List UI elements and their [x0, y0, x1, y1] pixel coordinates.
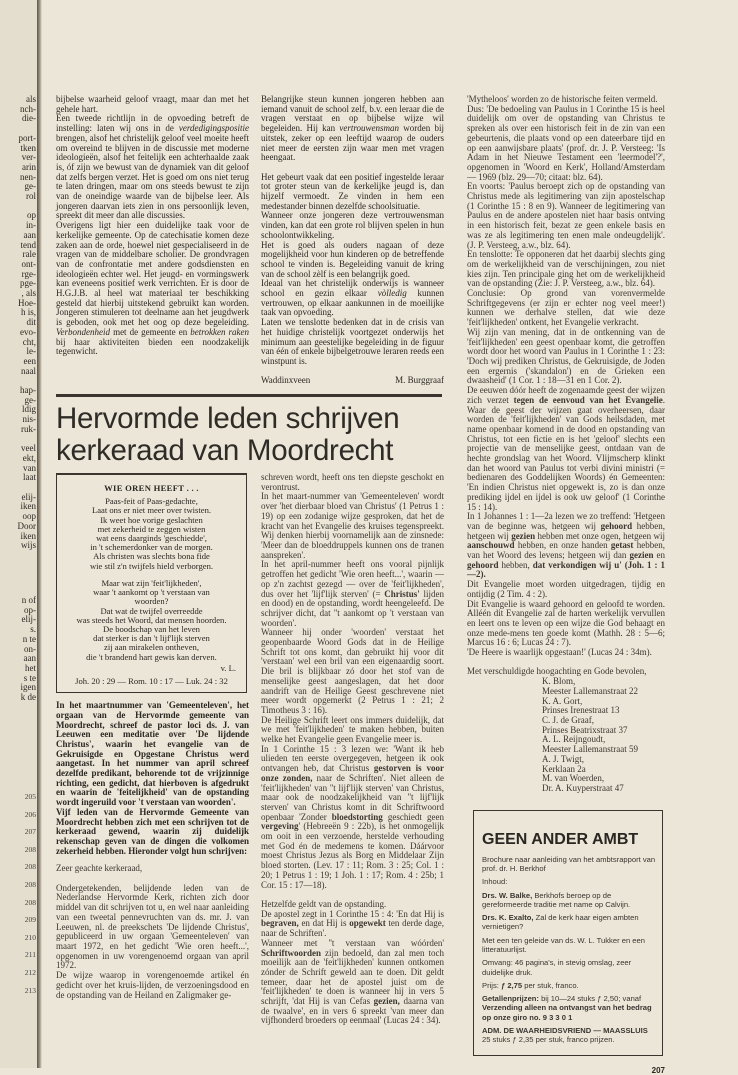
text-run: De wijze waarop in vorengenoemde artikel én gedicht over het kruis-lijden, de verzoeningsdood en de opstanding van de Heiland en Zaligmaker ge-	[56, 970, 249, 1000]
right-content-area	[467, 95, 665, 1075]
signer-line: A. J. Twigt,	[542, 753, 584, 764]
bold-text: dat verkondigen wij u' (Joh. 1 : 1—2).	[467, 559, 665, 580]
fragment-text: igen	[20, 682, 36, 693]
text-run: Belangrijke steun kunnen jongeren hebben aan iemand vanuit de school zelf, b.v. een leraar die de vragen verstaat en op bijbelse wijze wil begeleiden. Hij kan	[261, 94, 444, 134]
text-run: Berkhofs beroep op de gereformeerde traditie met name op Calvijn.	[482, 890, 631, 909]
text-run: En voorts: 'Paulus beroept zich op de opstanding van Christus mede als legitimering van zijn apostelschap (1 Corinthe 15 : 8 en 9). Wanneer de legitimering van Paulus en de andere apostelen niet haar basis ontving in een historisch feit, bezat ze geen enkele basis en was ze als legitimering ten enen male ondeugdelijk'. (J. P. Versteeg, a.w., blz. 64).	[467, 181, 665, 250]
bold-text: Getallenprijzen:	[482, 994, 539, 1004]
poem-line: wie stil z'n twijfels hield verborgen.	[89, 560, 214, 571]
paragraph	[467, 328, 665, 386]
fragment-text: rol	[26, 191, 36, 201]
fragment-text: dit	[26, 317, 36, 328]
fragment-text: ekt,	[22, 452, 36, 463]
poem-line: Als christen was slechts bona fide	[93, 551, 210, 562]
advertisement-title: GEEN ANDER AMBT	[482, 830, 639, 848]
poem-stanza-1	[57, 497, 246, 571]
bold-text: In het maartnummer van 'Gemeenteleven', het orgaan van de Hervormde gemeente van Moordrecht, schreef de pastor loci ds. J. van Leeuwen een meditatie over 'De lijdende Christus', waarin het evangelie van de Gekruisigde en Opgestane Christus werd aangetast. In het nummer van april schreef dezelfde predikant, behorende tot de vrijzinnige richting, een gedicht, dat hierboven is afgedrukt en waarin de 'feitelijkheid' van de opstanding wordt ingeruild voor 't verstaan van woorden'.	[56, 700, 249, 808]
poem-line: in 't schemerdonker van de morgen.	[90, 542, 213, 553]
poem-line: wat eens daarginds 'geschiedde',	[96, 533, 207, 544]
bold-text: ƒ 2,75	[500, 980, 523, 990]
letter-closing: Met verschuldigde hoogachting en Gode bevolen,	[467, 666, 647, 677]
text-run: daarna van de twaalve', en in vers 6 spreekt 'van meer dan vijfhonderd broeders op eenmaal' (Lucas 24 : 34).	[261, 996, 444, 1026]
fragment-text: cht,	[22, 336, 36, 347]
fragment-text: evo-	[20, 326, 36, 337]
index-page-number: 208	[24, 879, 36, 889]
text-run: per stuk, franco.	[522, 980, 579, 990]
fragment-text: ge-	[24, 394, 36, 405]
article-introduction	[56, 701, 249, 856]
text-run: Laten we tenslotte bedenken dat in de crisis van het huidige christelijk voortgezet onderwijs het minimum aan geestelijke begeleiding in de figuur van één of enkele bijbelgetrouwe leraren reeds een winstpunt is.	[261, 317, 444, 366]
poem-line: dat sterker is dan 't lijf'lijk sterven	[93, 633, 210, 644]
text-run: ' (Hebreeën 9 : 22b), is het onmogelijk om ooit in een verzoende, herstelde verhouding met God én de medemens te komen. Dáárvoor moest Christus Jezus als Borg en Middelaar Zijn bloed storten. (Lev. 17 : 11; Rom. 3 : 25; Col. 1 : 20; 1 Petrus 1 : 19; 1 Joh. 1 : 17; Rom. 4 : 25b; 1 Cor. 15 : 17—18).	[261, 821, 444, 890]
text-run: zijn bedoeld, dan zal men toch moeilijk aan de 'feit'lijkheden' kunnen ontkomen zónder de Schrift geweld aan te doen. Dit geldt temeer, daar het de apostel juist om de 'feit'lijkheden' te doen is wanneer hij in vers 5 schrijft, 'dat Hij is van Cefas	[261, 947, 444, 1007]
poem-line: Maar wat zijn 'feit'lijkheden',	[101, 577, 202, 588]
fragment-text: veel	[21, 443, 36, 454]
fragment-text: n of	[21, 595, 36, 605]
text-run: schreven wordt, heeft ons ten diepste geschokt en verontrust.	[261, 472, 444, 492]
fragment-text: , als	[21, 288, 36, 298]
text-run: Overigens ligt hier een duidelijke taak voor de kerkelijke gemeente. Op de catechisatie komen deze zaken aan de orde, hoewel niet gespecialiseerd in de vragen van de middelbare scholier. De grondvragen van de confrontatie met andere godsdiensten en ideologieën echter wel. Het jeugd- en vormingswerk kan eveneens positief werk verrichten. Er is door de H.G.J.B. al heel wat materiaal ter beschikking gesteld dat hierbij uitstekend gebruikt kan worden. Jongeren stimuleren tot deelname aan het jeugdwerk is geboden, ook met het oog op deze begeleiding.	[56, 220, 249, 328]
paragraph	[482, 891, 656, 910]
fragment-text: ver-	[21, 152, 36, 163]
bold-text: gehoord	[600, 520, 633, 531]
paragraph	[261, 95, 444, 163]
index-page-number: 207	[24, 827, 36, 837]
letter-column-2	[261, 473, 444, 1026]
fragment-text: iken	[20, 530, 36, 541]
index-page-number: 208	[24, 862, 36, 872]
fragment-text: nis-	[22, 414, 36, 425]
letter-signers	[542, 677, 665, 793]
paragraph	[56, 95, 249, 114]
paragraph	[467, 600, 665, 649]
paragraph	[56, 971, 249, 1000]
text-run: lijden en dood) en de opstanding, wordt heengeleefd. De schrijver dicht, dat ''t aankomt op 't verstaan van woorden'.	[261, 588, 445, 628]
paragraph	[261, 492, 444, 560]
text-run: hebben, van het Woord des levens; hetgeen wij dan	[467, 540, 665, 561]
text-run: Dus: 'De bedoeling van Paulus in 1 Corinthe 15 is heel duidelijk om over de opstanding van Christus te spreken als over een historisch feit in de zin van een gebeurtenis, die plaats vond op een dateerbare tijd en op een aanwijsbare plaats' (prof. dr. J. P. Versteeg: 'Is Adam in het Nieuwe Testament een 'leermodel'?', opgenomen in 'Woord en Kerk', Holland/Amsterdam — 1969 (blz. 29—70; citaat: blz. 64).	[467, 103, 665, 182]
paragraph	[482, 994, 656, 1022]
paragraph	[467, 386, 665, 512]
bold-text: Christus'	[384, 588, 420, 599]
italic-text: verdedigingspositie	[178, 123, 249, 134]
text-run: Zal de kerk haar eigen ambten vernietigen?	[482, 913, 639, 932]
text-run: hebben met onze ogen, hetgeen wij	[535, 530, 665, 541]
fragment-text: aan	[23, 229, 36, 240]
poem-signature: v. L.	[220, 662, 236, 673]
index-page-number: 213	[24, 985, 36, 995]
article-headline	[56, 403, 444, 467]
text-run: brengen, alsof het christelijk geloof veel moeite heeft om overeind te blijven in de discussie met moderne ideologieën, alsof het feitelijk een achterhaalde zaak is, óf zijn we bewust van de dynamiek van dit geloof dat zelfs bergen verzet. Het is goed om ons niet terug te laten dringen, maar om ons steeds bewust te zijn van de oneindige waarde van de bijbelse leer. Als jongeren daarvan iets zien in ons persoonlijk leven, spreekt dit meer dan alle discussies.	[56, 132, 249, 221]
poem-line: zij aan mirakelen ontheven,	[104, 642, 199, 653]
text-run: worden bij uitstek, zeker op een leeftijd waarop de ouders niet meer de eersten zijn waar men met vragen heengaat.	[261, 123, 444, 163]
paragraph	[467, 289, 665, 328]
text-run: De Heilige Schrift leert ons immers duidelijk, dat we met 'feit'lijkheden' te maken hebben, buiten welke het Evangelie geen Evangelie meer is.	[261, 714, 444, 745]
poem-line: Paas-feit of Paas-gedachte,	[105, 496, 198, 507]
fragment-text: rge-	[21, 268, 36, 279]
text-run: Wanneer onze jongeren deze vertrouwensman vinden, kan dat een grote rol blijven spelen in hun schoolontwikkeling.	[261, 210, 444, 240]
fragment-text: elij-	[21, 614, 36, 625]
index-page-number: 210	[24, 932, 36, 942]
text-run: bij 10—24 stuks ƒ 2,50; vanaf	[538, 994, 642, 1004]
text-run: De apostel zegt in 1 Corinthe 15 : 4: 'En dat Hij is	[261, 908, 444, 919]
signer-line: M. van Woerden,	[542, 773, 605, 784]
fragment-text: aan	[23, 653, 36, 664]
fragment-text: op	[27, 210, 36, 221]
text-run: In het maart-nummer van 'Gemeenteleven' wordt over 'het dierbaar bloed van Christus' (1 Petrus 1 : 19) op een zodanige wijze gesproken, dat het de kracht van het Evangelie des kruises tegenspreekt. Wij denken hierbij voornamelijk aan de zinsnede: 'Meer dan de bloeddruppels kunnen ons de tranen aanspreken'.	[261, 491, 444, 560]
letter-column-3	[467, 95, 665, 794]
fragment-text: op-	[24, 604, 36, 615]
paragraph	[482, 958, 656, 977]
brochure-advertisement	[473, 810, 663, 1056]
text-run: Het gebeurt vaak dat een positief ingestelde leraar tot groter steun van de kerkelijke jeugd is, dan hijzelf vermoedt. Ze vinden in hem een medestander binnen dezelfde schoolsituatie.	[261, 171, 444, 211]
paragraph	[56, 701, 249, 808]
bold-text: Drs. W. Balke,	[482, 890, 533, 900]
text-run: Inhoud:	[482, 877, 508, 887]
paragraph	[261, 560, 444, 628]
fragment-text: als	[26, 94, 36, 104]
paragraph	[482, 1026, 656, 1045]
paragraph	[56, 114, 249, 221]
left-content-area	[56, 95, 444, 1026]
paragraph	[467, 580, 665, 599]
previous-page-index-numbers	[14, 788, 36, 999]
paragraph	[482, 877, 656, 886]
fragment-text: een	[23, 355, 36, 366]
text-run: Zeer geachte kerkeraad,	[56, 863, 143, 874]
paragraph	[261, 939, 444, 1026]
italic-text: betrokken raken	[190, 326, 250, 337]
poem-line: die 't brandend hart gewis kan derven.	[86, 651, 217, 662]
paragraph	[261, 173, 444, 212]
italic-text: vertrouwensman	[339, 123, 400, 134]
bold-text: Drs. K. Exalto,	[482, 913, 534, 923]
section-divider	[56, 394, 442, 397]
fragment-text: wijs	[20, 540, 36, 551]
bold-text: Schriftwoorden	[261, 947, 321, 958]
index-page-number: 205	[24, 792, 36, 801]
paragraph	[467, 182, 665, 250]
text-run: Wij zijn van mening, dat in de ontkenning van de 'feit'lijkheden' een geest openbaar komt, die getroffen wordt door het woord van Paulus in 1 Corinthe 1 : 23: 'Doch wij prediken Christus, de Gekruisigde, de Joden een ergernis ('skandalon') en de Grieken een dwaasheid' (1 Cor. 1 : 18—31 en 1 Cor. 2).	[467, 326, 665, 386]
paragraph	[56, 808, 249, 857]
paragraph	[261, 716, 444, 745]
bold-text: gehoord	[467, 559, 499, 570]
text-run: hebben, en onze handen	[514, 540, 611, 551]
bold-text: gezien,	[373, 996, 400, 1007]
text-run: Wanneer met ''t verstaan van wóórden'	[261, 937, 444, 948]
text-run: Hetzelfde geldt van de opstanding.	[261, 898, 387, 909]
bold-text: getast	[610, 540, 634, 551]
text-run: De eeuwen dóór heeft de zogenaamde geest der wijzen zich verzet	[467, 385, 665, 405]
article-signature	[261, 376, 444, 386]
text-run: hebben, hetgeen wij	[467, 520, 665, 541]
text-run: Ideaal van het christelijk onderwijs is wanneer school en gezin elkaar	[261, 278, 444, 299]
fragment-text: h is,	[20, 307, 36, 318]
poem-box	[56, 473, 247, 693]
fragment-text: iken	[20, 501, 36, 512]
bold-text: gezien	[629, 550, 654, 561]
text-run: En tenslotte: Te opponeren dat het daarbij slechts ging om de werkelijkheid van de verschijningen, zou niet kies zijn. Ten principale ging het om de werkelijkheid van de opstanding (Zie: J. P. Versteeg, a.w., blz. 64).	[467, 249, 665, 289]
bold-text: bloedstorting	[331, 811, 383, 822]
signer-line: C. J. de Graaf,	[542, 714, 594, 725]
poem-line: De boodschap van het leven	[103, 623, 200, 634]
paragraph	[261, 473, 444, 492]
text-run: In 1 Johannes 1 : 1—2a lezen we zo treffend: 'Hetgeen van de beginne was, hetgeen wij	[467, 511, 665, 531]
index-page-number: 208	[24, 897, 36, 907]
paragraph	[56, 864, 249, 874]
poem-scripture-references: Joh. 20 : 29 — Rom. 10 : 17 — Luk. 24 : 32	[75, 675, 228, 686]
letter-article-body	[56, 473, 444, 1026]
text-run: en	[653, 550, 665, 561]
signer-line: A. L. Reijngoudt,	[542, 734, 606, 745]
index-page-number: 209	[24, 915, 36, 925]
fragment-text: die-	[22, 113, 36, 124]
fragment-text: on-	[24, 643, 36, 654]
text-run: 'De Heere is waarlijk opgestaan!' (Lucas 24 : 34m).	[467, 647, 652, 658]
fragment-text: oop	[22, 511, 36, 522]
paragraph	[261, 628, 444, 715]
fragment-text: s te	[23, 672, 36, 683]
bold-text: begraven,	[261, 918, 299, 929]
paragraph	[482, 855, 656, 874]
fragment-text: Door	[17, 520, 36, 531]
text-run: In 1 Corinthe 15 : 3 lezen we: 'Want ik heb ulieden ten eerste overgegeven, hetgeen ik ook ontvangen heb, dat Christus	[261, 743, 444, 774]
fragment-text: nch-	[20, 103, 36, 114]
poem-line: waar 't aankomt op 't verstaan van	[93, 587, 210, 598]
paragraph	[467, 648, 665, 658]
top-article	[56, 95, 444, 386]
poem-line: Ik weet hoe vorige geslachten	[100, 514, 203, 525]
signer-line: Meester Lallemanstraat 59	[542, 744, 638, 755]
text-run: In het april-nummer heeft ons vooral pijnlijk getroffen het gedicht 'Wie oren heeft...', waarin — op z'n zachtst gezegd — over de 'feit'lijkheden', dus over het 'lijf'lijk sterven' (=	[261, 559, 444, 599]
fragment-text: ldig	[21, 404, 36, 415]
poem-line: met zekerheid te zeggen wisten	[97, 523, 206, 534]
text-run: kunnen vertrouwen, op elkaar aankunnen in de moeilijke taak van opvoeding.	[261, 288, 445, 318]
text-run: . Waar de geest der wijzen gaat overheersen, daar worden de 'feit'lijkheden' van Gods heilsdaden, met name openbaar komend in de dood en opstanding van Christus, tot een fictie en is het 'geloof' slechts een projectie van de menselijke geest, ontdaan van de hechte grondslag van het Woord. Vlijmscherp klinkt dan het woord van Paulus tot verbi divini ministri (= bedienaren des Goddelijken Woords) én Gemeenten: 'En indien Christus niet opgewekt is, zo is dan onze prediking ijdel en ijdel is ook uw geloof' (1 Corinthe 15 : 14).	[467, 394, 665, 512]
text-run: hebben,	[498, 559, 533, 570]
fragment-text: ont-	[21, 258, 36, 269]
bold-text: gestorven is voor onze zonden,	[261, 763, 444, 783]
fragment-text: arin	[22, 161, 36, 172]
text-run: Een tweede richtlijn in de opvoeding betreft de instelling: laten wij ons in de	[56, 113, 249, 134]
fragment-text: hap-	[20, 385, 36, 395]
fragment-text: naal	[21, 365, 36, 376]
italic-text: vòlledig	[377, 288, 407, 299]
signature-place: Waddinxveen	[261, 375, 311, 386]
bold-text: vergeving	[261, 821, 299, 832]
paragraph	[482, 936, 656, 955]
text-run: naar de Schriften'. Niet alleen de 'feit'lijkheden' van ''t lijf'lijk sterven' van Christus, maar ook de noodzakelijkheid van ''t lijf'lijk sterven' van Christus komt in dit Schriftwoord openbaar 'Zonder	[261, 772, 444, 822]
text-run: bijbelse waarheid geloof vraagt, maar dan met het gehele hart.	[56, 94, 249, 114]
top-article-column-1	[56, 95, 249, 357]
signer-line: Dr. A. Kuyperstraat 47	[542, 782, 624, 793]
paragraph	[467, 105, 665, 183]
fragment-text: k de	[20, 692, 36, 702]
paragraph	[261, 745, 444, 891]
bold-text: gezien	[511, 530, 536, 541]
bold-text: Vijf leden van de Hervormde Gemeente van Moordrecht hebben zich met een schrijven tot de kerkeraad gewend, waarin zij duidelijk rekenschap geven van de dingen die volkomen zekerheid hebben. Hieronder volgt hun schrijven:	[56, 806, 249, 856]
page-gutter-shadow	[37, 0, 42, 1068]
poem-line: Laat ons er niet meer over twisten.	[91, 505, 212, 516]
fragment-text: ge-	[24, 181, 36, 192]
poem-title: WIE OREN HEEFT . . .	[104, 483, 199, 494]
paragraph	[482, 913, 656, 932]
fragment-text: rale	[22, 249, 36, 260]
top-article-column-2	[261, 95, 444, 386]
text-run: ten derde dage, naar de Schriften'.	[261, 918, 444, 939]
poem-line: was steeds het Woord, dat mensen hoorden.	[76, 614, 227, 625]
index-page-number: 206	[24, 809, 36, 819]
text-run: met de gemeente en	[110, 326, 191, 337]
bold-text: Verzending alleen na ontvangst van het bedrag op onze giro no. 9 3 3 0 1	[482, 1003, 652, 1022]
index-page-number: 208	[24, 844, 36, 854]
signer-line: K. A. Gort,	[542, 695, 583, 706]
fragment-text: ruk-	[21, 423, 36, 434]
fragment-text: s.	[30, 624, 36, 635]
headline-line-2: kerkeraad van Moordrecht	[56, 434, 394, 468]
headline-line-1: Hervormde leden schrijven	[56, 402, 400, 436]
letter-left-stack	[56, 473, 249, 1000]
fragment-text: laat	[23, 472, 36, 483]
paragraph	[482, 981, 656, 990]
paragraph	[261, 279, 444, 318]
text-run: Brochure naar aanleiding van het ambtsrapport van prof. dr. H. Berkhof	[482, 854, 656, 873]
bold-text: tegen de eenvoud van het Evangelie	[513, 394, 663, 405]
text-run: 25 stuks ƒ 2,35 per stuk, franco prijzen.	[482, 1035, 615, 1045]
text-run: 'Mytheloos' worden zo de historische feiten vermeld.	[467, 94, 658, 104]
fragment-text: pge-	[20, 278, 36, 289]
poem-line: woorden?	[134, 596, 169, 607]
bold-text: aanschouwd	[467, 540, 515, 551]
text-run: Ondergetekenden, belijdende leden van de Nederlandse Hervormde Kerk, richten zich door middel van dit schrijven tot u, en wel naar aanleiding van een tweetal pennevruchten van ds. mr. J. van Leeuwen, nl. de preekschets 'De lijdende Christus', gepubliceerd in uw orgaan 'Gemeenteleven' van maart 1972, en het gedicht 'Wie oren heeft...', opgenomen in uw vorengenoemd orgaan van april 1972.	[56, 882, 249, 971]
signer-line: K. Blom,	[542, 676, 576, 687]
index-page-number: 211	[25, 950, 36, 960]
text-run: Omvang: 46 pagina's, in stevig omslag, zeer duidelijke druk.	[482, 958, 632, 977]
text-run: Het is goed als ouders nagaan of deze mogelijkheid voor hun kinderen op de betreffende school te vinden is. Begeleiding vanuit de kring van de school zèlf is een belangrijk goed.	[261, 239, 444, 279]
fragment-text: tken	[20, 142, 36, 153]
fragment-text: tend	[20, 239, 36, 250]
paragraph	[261, 241, 444, 280]
paragraph	[467, 250, 665, 289]
text-run: bij haar aktiviteiten bieden een noodzakelijk tegenwicht.	[56, 336, 249, 357]
bold-text: ADM. DE WAARHEIDSVRIEND — MAASSLUIS	[482, 1026, 648, 1036]
text-run: Prijs:	[482, 980, 501, 990]
signer-line: Meester Lallemanstraat 22	[542, 685, 638, 696]
signer-line: Kerklaan 2a	[542, 763, 586, 774]
text-run: Dit Evangelie is waard gehoord en geloofd te worden. Alléén dit Evangelie zal de harten werkelijk vervullen en leert ons te leven op een wijze die God behaagt en onze mede-mens ten goede komt (Mathh. 28 : 5—6; Marcus 16 : 6; Lucas 24 : 7).	[467, 598, 665, 648]
paragraph	[56, 221, 249, 357]
fragment-text: van	[23, 462, 36, 473]
paragraph	[261, 318, 444, 367]
poem-stanza-2	[57, 579, 246, 662]
paragraph	[261, 910, 444, 939]
fragment-text: port-	[18, 132, 36, 143]
paragraph	[467, 512, 665, 580]
letter-column-1	[56, 864, 249, 1000]
paragraph	[261, 211, 444, 240]
page-number: 207	[651, 1065, 665, 1075]
fragment-text: Hoe-	[18, 297, 36, 308]
text-run: Met een ten geleide van ds. W. L. Tukker en een litteratuurlijst.	[482, 935, 645, 954]
fragment-text: nen-	[20, 171, 36, 182]
fragment-text: het	[25, 662, 36, 673]
text-run: Conclusie: Op grond van vorenvermelde Schriftgegevens (er zijn er echter nog veel meer!) kunnen we derhalve stellen, dat wie deze 'feit'lijkheden' ontkent, het Evangelie verkracht.	[467, 288, 665, 328]
text-run: Wanneer hij onder 'woorden' verstaat het geopenbaarde Woord Gods dat in de Heilige Schrift tot ons komt, dan gebruikt hij voor dit 'verstaan' wel een bril van een eigenaardig soort. Die bril is blijkbaar zó door het stof van de menselijke geest aangeslagen, dat het door aandrift van de Heilige Geest geschrevene niet meer wordt opgemerkt (2 Petrus 1 : 21; 2 Timotheus 3 : 16).	[261, 627, 444, 715]
italic-text: Verbondenheid	[56, 326, 110, 337]
fragment-text: elij-	[21, 491, 36, 502]
text-run: geschiedt geen	[382, 811, 444, 822]
text-run: Dit Evangelie moet worden uitgedragen, tijdig en ontijdig (2 Tim. 4 : 2).	[467, 579, 665, 599]
index-page-number: 212	[24, 967, 36, 977]
bold-text: opgewekt	[349, 918, 386, 929]
fragment-text: le-	[26, 346, 36, 357]
signer-line: Prinses Beatrixstraat 37	[542, 724, 628, 735]
paragraph	[56, 884, 249, 971]
fragment-text: n te	[22, 633, 36, 644]
text-run: en dat Hij is	[298, 918, 350, 929]
signature-author: M. Burggraaf	[395, 375, 444, 386]
signer-line: Prinses Irenestraat 13	[542, 705, 620, 716]
poem-line: Dat wat de twijfel overreedde	[100, 605, 203, 616]
fragment-text: in-	[26, 220, 36, 231]
